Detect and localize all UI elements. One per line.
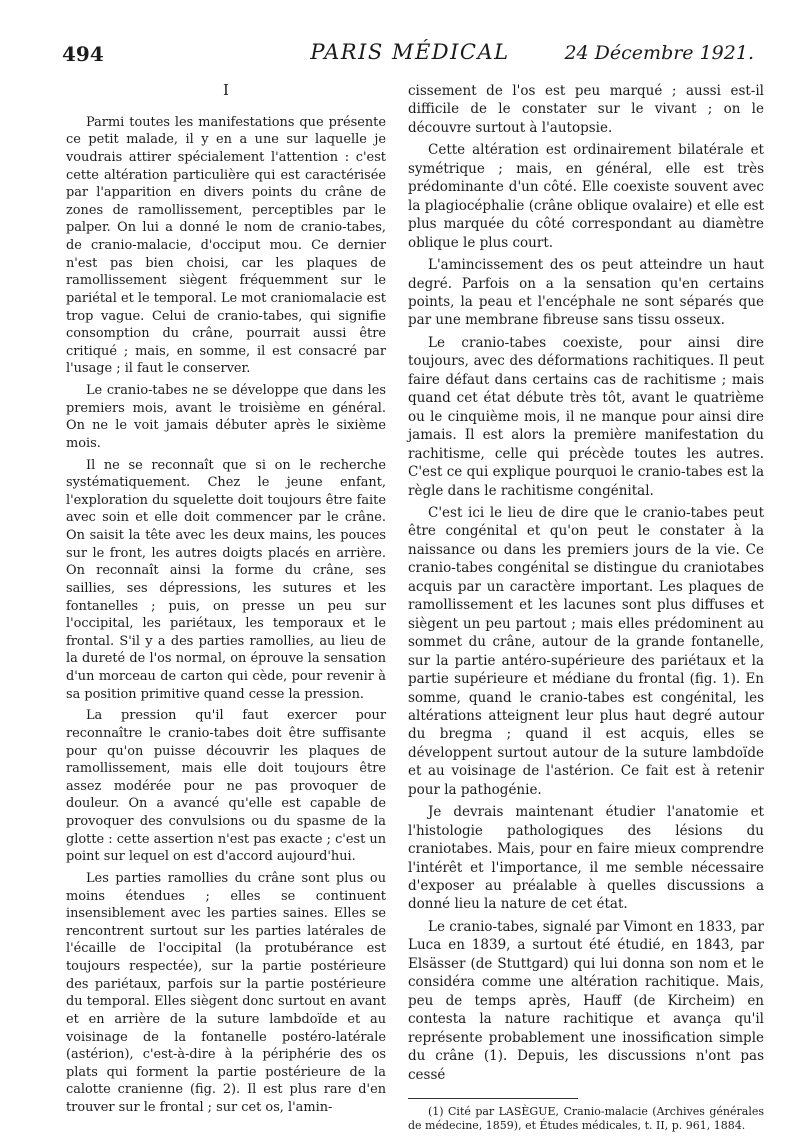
footnote: (1) Cité par LASÈGUE, Cranio-malacie (Archives générales de médecine, 1859), et Études médicales, t. II, p. 961, 1884. — [408, 1105, 764, 1133]
journal-title: PARIS MÉDICAL — [310, 40, 510, 64]
paragraph: Cette altération est ordinairement bilatérale et symétrique ; mais, en général, elle est très prédominante d'un côté. Elle coexiste souvent avec la plagiocéphalie (crâne oblique ovalaire) et elle est plus marquée du côté correspondant au diamètre oblique le plus court. — [408, 142, 764, 251]
left-column — [66, 82, 386, 1121]
running-header — [60, 40, 760, 70]
paragraph: C'est ici le lieu de dire que le cranio-tabes peut être congénital et qu'on peut le constater à la naissance ou dans les premiers jours de la vie. Ce cranio-tabes congénital se distingue du craniotabes acquis par un caractère important. Les plaques de ramollissement et les lacunes sont plus diffuses et siègent un peu partout ; mais elles prédominent au sommet du crâne, autour de la grande fontanelle, sur la partie antéro-supérieure des pariétaux et la partie supérieure et médiane du frontal (fig. 1). En somme, quand le cranio-tabes est congénital, les altérations atteignent leur plus haut degré autour du bregma ; quand il est acquis, elles se développent surtout autour de la suture lambdoïde et au voisinage de l'astérion. Ce fait est à retenir pour la pathogénie. — [408, 504, 764, 798]
paragraph: Je devrais maintenant étudier l'anatomie et l'histologie pathologiques des lésions du craniotabes. Mais, pour en faire mieux comprendre l'intérêt et l'importance, il me semble nécessaire d'exposer au préalable à quelles discussions a donné lieu la nature de cet état. — [408, 804, 764, 913]
paragraph-continued: cissement de l'os est peu marqué ; aussi est-il difficile de le constater sur le vivant ; on le découvre surtout à l'autopsie. — [408, 83, 764, 136]
paragraph: Le cranio-tabes coexiste, pour ainsi dire toujours, avec des déformations rachitiques. Il peut faire défaut dans certains cas de rachitisme ; mais quand cet état débute très tôt, avant le quatrième ou le cinquième mois, il ne manque pour ainsi dire jamais. Il est alors la première manifestation du rachitisme, celle qui précède toutes les autres. C'est ce qui explique pourquoi le cranio-tabes est la règle dans le rachitisme congénital. — [408, 334, 764, 499]
paragraph: Le cranio-tabes ne se développe que dans les premiers mois, avant le troisième en général. On ne le voit jamais débuter après le sixième mois. — [66, 383, 386, 451]
paragraph: Parmi toutes les manifestations que présente ce petit malade, il y en a une sur laquelle je voudrais attirer spécialement l'attention : c'est cette altération particulière qui est caractérisée par l'apparition en divers points du crâne de zones de ramollissement, perceptibles par le palper. On lui a donné le nom de cranio-tabes, de cranio-malacie, d'occiput mou. Ce dernier n'est pas bien choisi, car les plaques de ramollissement siègent fréquemment sur le pariétal et le temporal. Le mot craniomalacie est trop vague. Celui de cranio-tabes, qui signifie consomption du crâne, pourrait aussi être critiqué ; mais, en somme, il est consacré par l'usage ; il faut le conserver. — [66, 114, 386, 377]
footnote-rule — [408, 1098, 578, 1099]
paragraph: L'amincissement des os peut atteindre un haut degré. Parfois on a la sensation qu'en certains points, la peau et l'encéphale ne sont séparés que par une membrane fibreuse sans tissu osseux. — [408, 257, 764, 329]
paragraph: Le cranio-tabes, signalé par Vimont en 1833, par Luca en 1839, a surtout été étudié, en 1843, par Elsässer (de Stuttgard) qui lui donna son nom et le considéra comme une altération rachitique. Mais, peu de temps après, Hauff (de Kircheim) en contesta la nature rachitique et avança qu'il représente probablement une inossification simple du crâne (1). Depuis, les discussions n'ont pas cessé — [408, 918, 764, 1083]
section-number: I — [223, 81, 229, 99]
page-number: 494 — [62, 42, 104, 66]
paragraph: Les parties ramollies du crâne sont plus ou moins étendues ; elles se continuent insensiblement avec les parties saines. Elles se rencontrent surtout sur les parties latérales de l'écaille de l'occipital (la protubérance est toujours respectée), sur la partie postérieure des pariétaux, parfois sur la partie postérieure du temporal. Elles siègent donc surtout en avant et en arrière de la suture lambdoïde et au voisinage de la fontanelle postéro-latérale (astérion), c'est-à-dire à la périphérie des os plats qui forment la partie postérieure de la calotte cranienne (fig. 2). Il est plus rare d'en trouver sur le frontal ; sur cet os, l'amin- — [66, 870, 386, 1115]
paragraph: Il ne se reconnaît que si on le recherche systématiquement. Chez le jeune enfant, l'exploration du squelette doit toujours être faite avec soin et elle doit commencer par le crâne. On saisit la tête avec les deux mains, les pouces sur le front, les autres doigts placés en arrière. On reconnaît ainsi la forme du crâne, ses saillies, ses dépressions, les sutures et les fontanelles ; puis, on presse un peu sur l'occipital, les pariétaux, les temporaux et le frontal. S'il y a des parties ramollies, au lieu de la dureté de l'os normal, on éprouve la sensation d'un morceau de carton qui cède, pour revenir à sa position primitive quand cesse la pression. — [66, 457, 386, 702]
paragraph: La pression qu'il faut exercer pour reconnaître le cranio-tabes doit être suffisante pour qu'on puisse découvrir les plaques de ramollissement, mais elle doit toujours être assez modérée pour ne pas provoquer de douleur. On a avancé qu'elle est capable de provoquer des convulsions ou du spasme de la glotte : cette assertion n'est pas exacte ; c'est un point sur lequel on est d'accord aujourd'hui. — [66, 708, 386, 865]
right-column — [408, 82, 764, 1137]
issue-date: 24 Décembre 1921. — [564, 42, 754, 64]
